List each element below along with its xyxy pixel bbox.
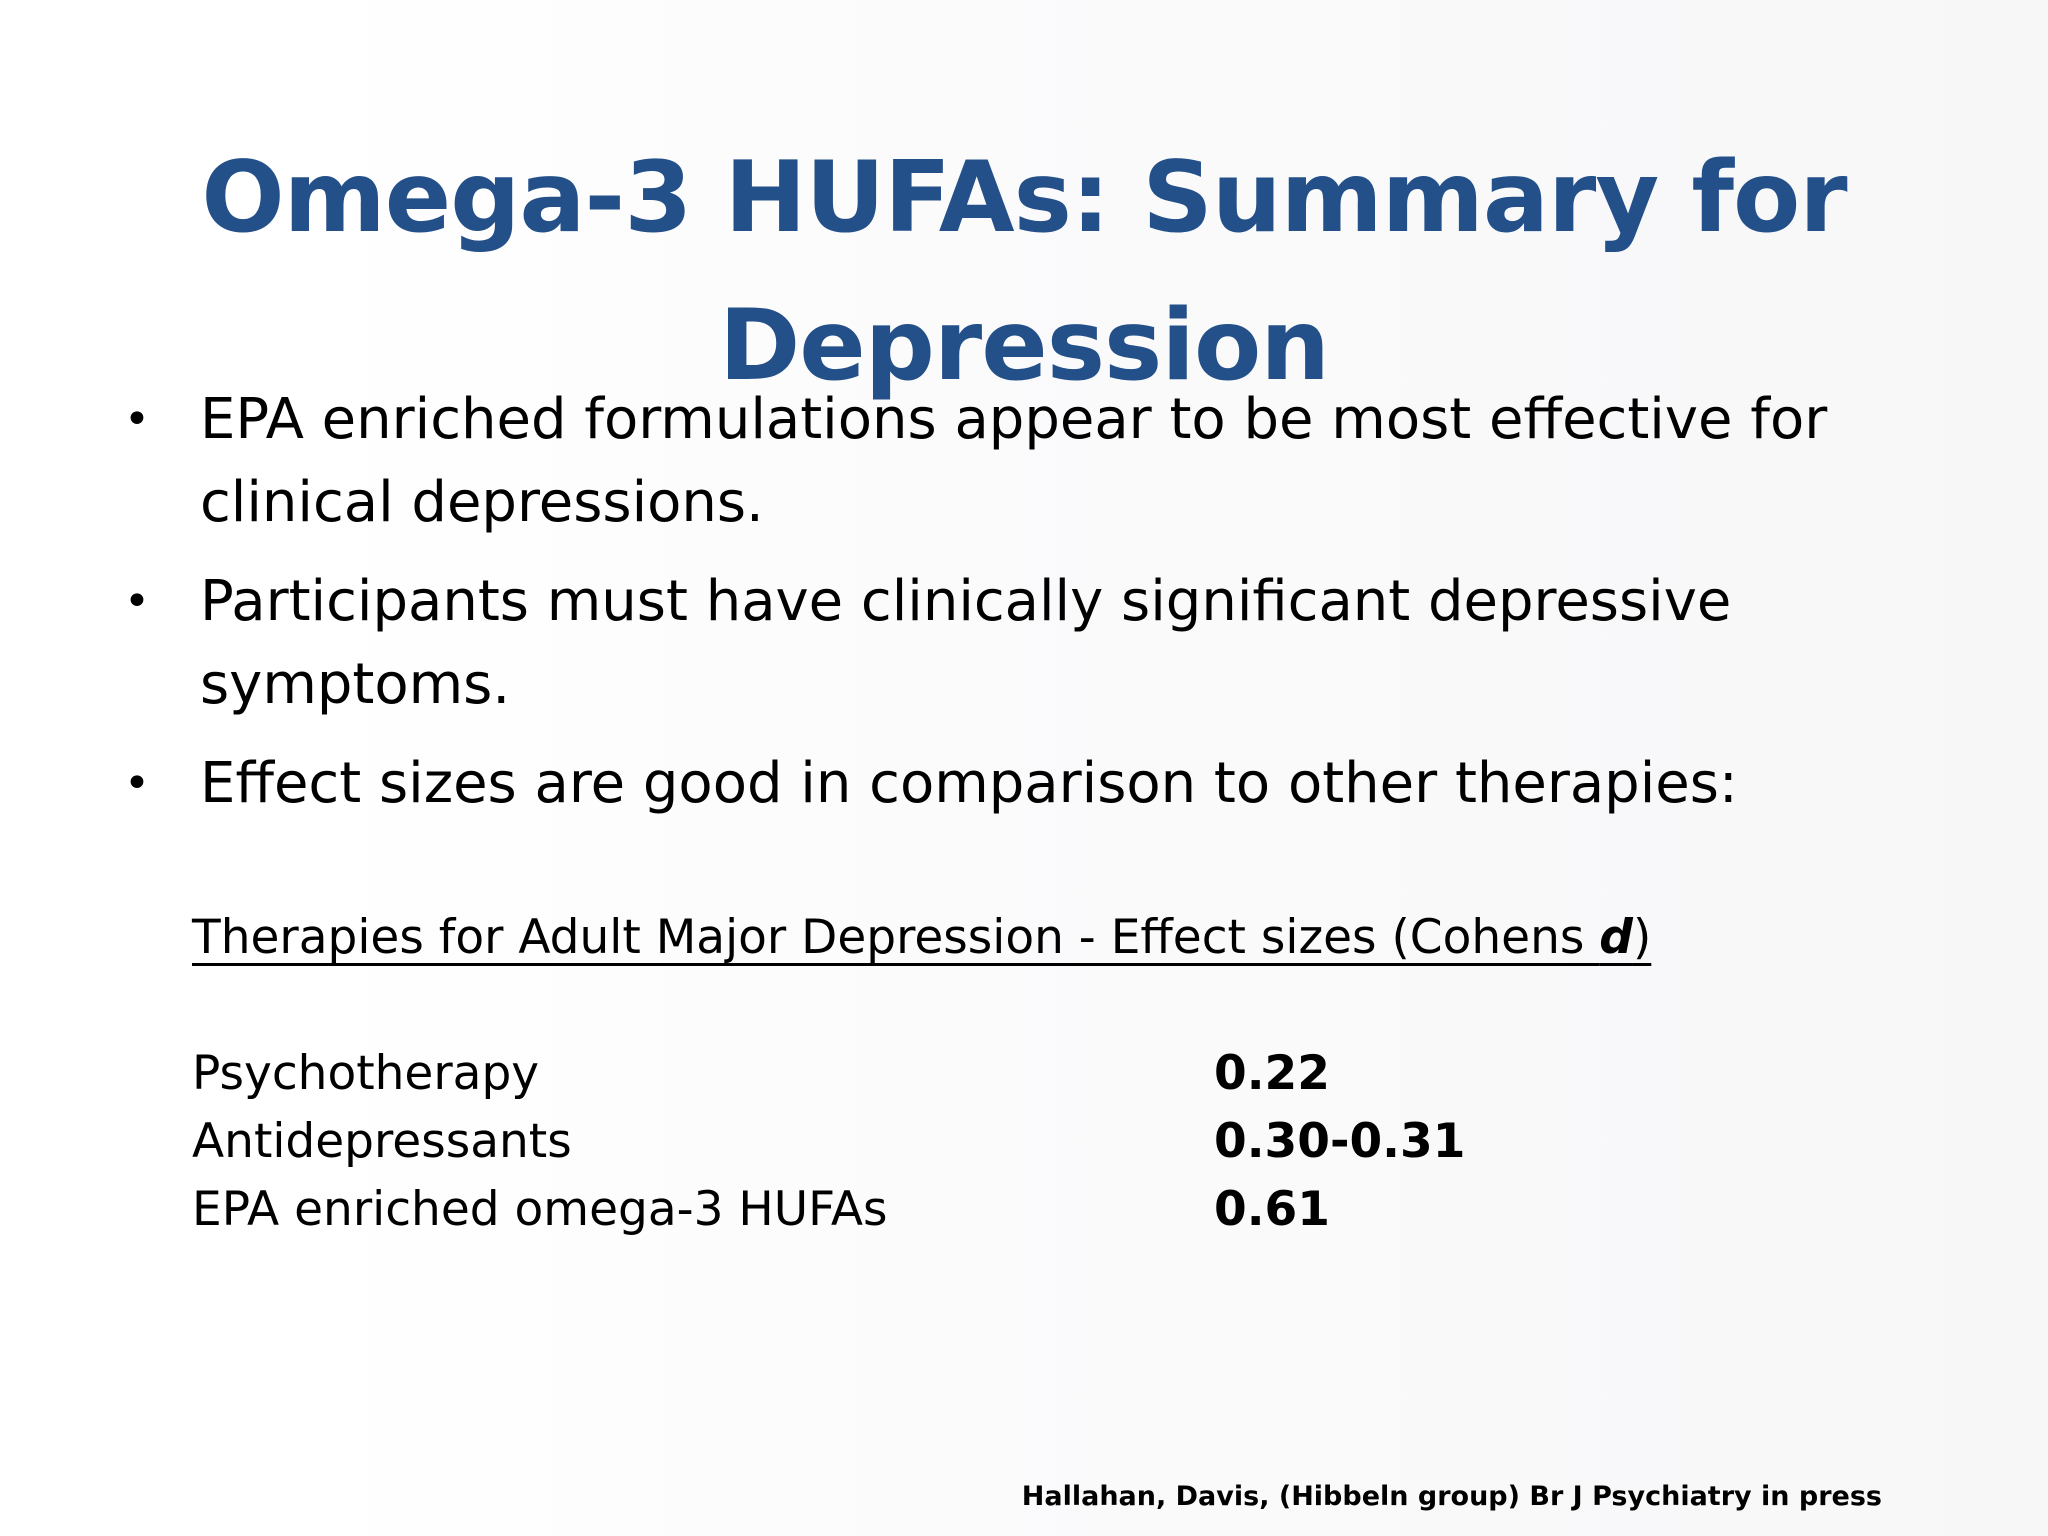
bullet-text-line: clinical depressions.: [200, 470, 764, 535]
slide-title-line-1: Omega-3 HUFAs: Summary for: [201, 140, 1847, 255]
effect-size-value: 0.61: [1214, 1182, 1330, 1237]
bullet-text-line: EPA enriched formulations appear to be most effective for: [200, 387, 1828, 452]
effect-size-table-heading: [192, 905, 1651, 971]
table-row: [192, 1108, 1592, 1176]
bullet-item-participants: [120, 560, 1940, 726]
therapy-name: EPA enriched omega-3 HUFAs: [192, 1182, 888, 1237]
bullet-icon: •: [124, 758, 150, 809]
therapy-name: Psychotherapy: [192, 1046, 540, 1101]
bullet-text-line: symptoms.: [200, 652, 511, 717]
effect-size-value: 0.30-0.31: [1214, 1114, 1466, 1169]
table-row: [192, 1040, 1592, 1108]
effect-size-table: [192, 1040, 1592, 1244]
slide-title: [0, 124, 2048, 420]
effect-size-value: 0.22: [1214, 1046, 1330, 1101]
bullet-list: [120, 378, 1940, 841]
table-heading-suffix: ): [1632, 910, 1652, 965]
table-heading-emphasis: d: [1599, 910, 1633, 965]
therapy-name: Antidepressants: [192, 1114, 572, 1169]
bullet-item-formulations: [120, 378, 1940, 544]
slide-title-line-2: Depression: [718, 288, 1330, 403]
table-row: [192, 1176, 1592, 1244]
bullet-text-line: Participants must have clinically significant depressive: [200, 569, 1732, 634]
bullet-text-line: Effect sizes are good in comparison to other therapies:: [200, 751, 1738, 816]
bullet-item-effect-sizes: [120, 742, 1940, 825]
table-heading-prefix: Therapies for Adult Major Depression - Effect sizes (Cohens: [192, 910, 1600, 965]
bullet-icon: •: [124, 576, 150, 627]
citation: Hallahan, Davis, (Hibbeln group) Br J Psychiatry in press: [1021, 1481, 1882, 1512]
bullet-icon: •: [124, 394, 150, 445]
